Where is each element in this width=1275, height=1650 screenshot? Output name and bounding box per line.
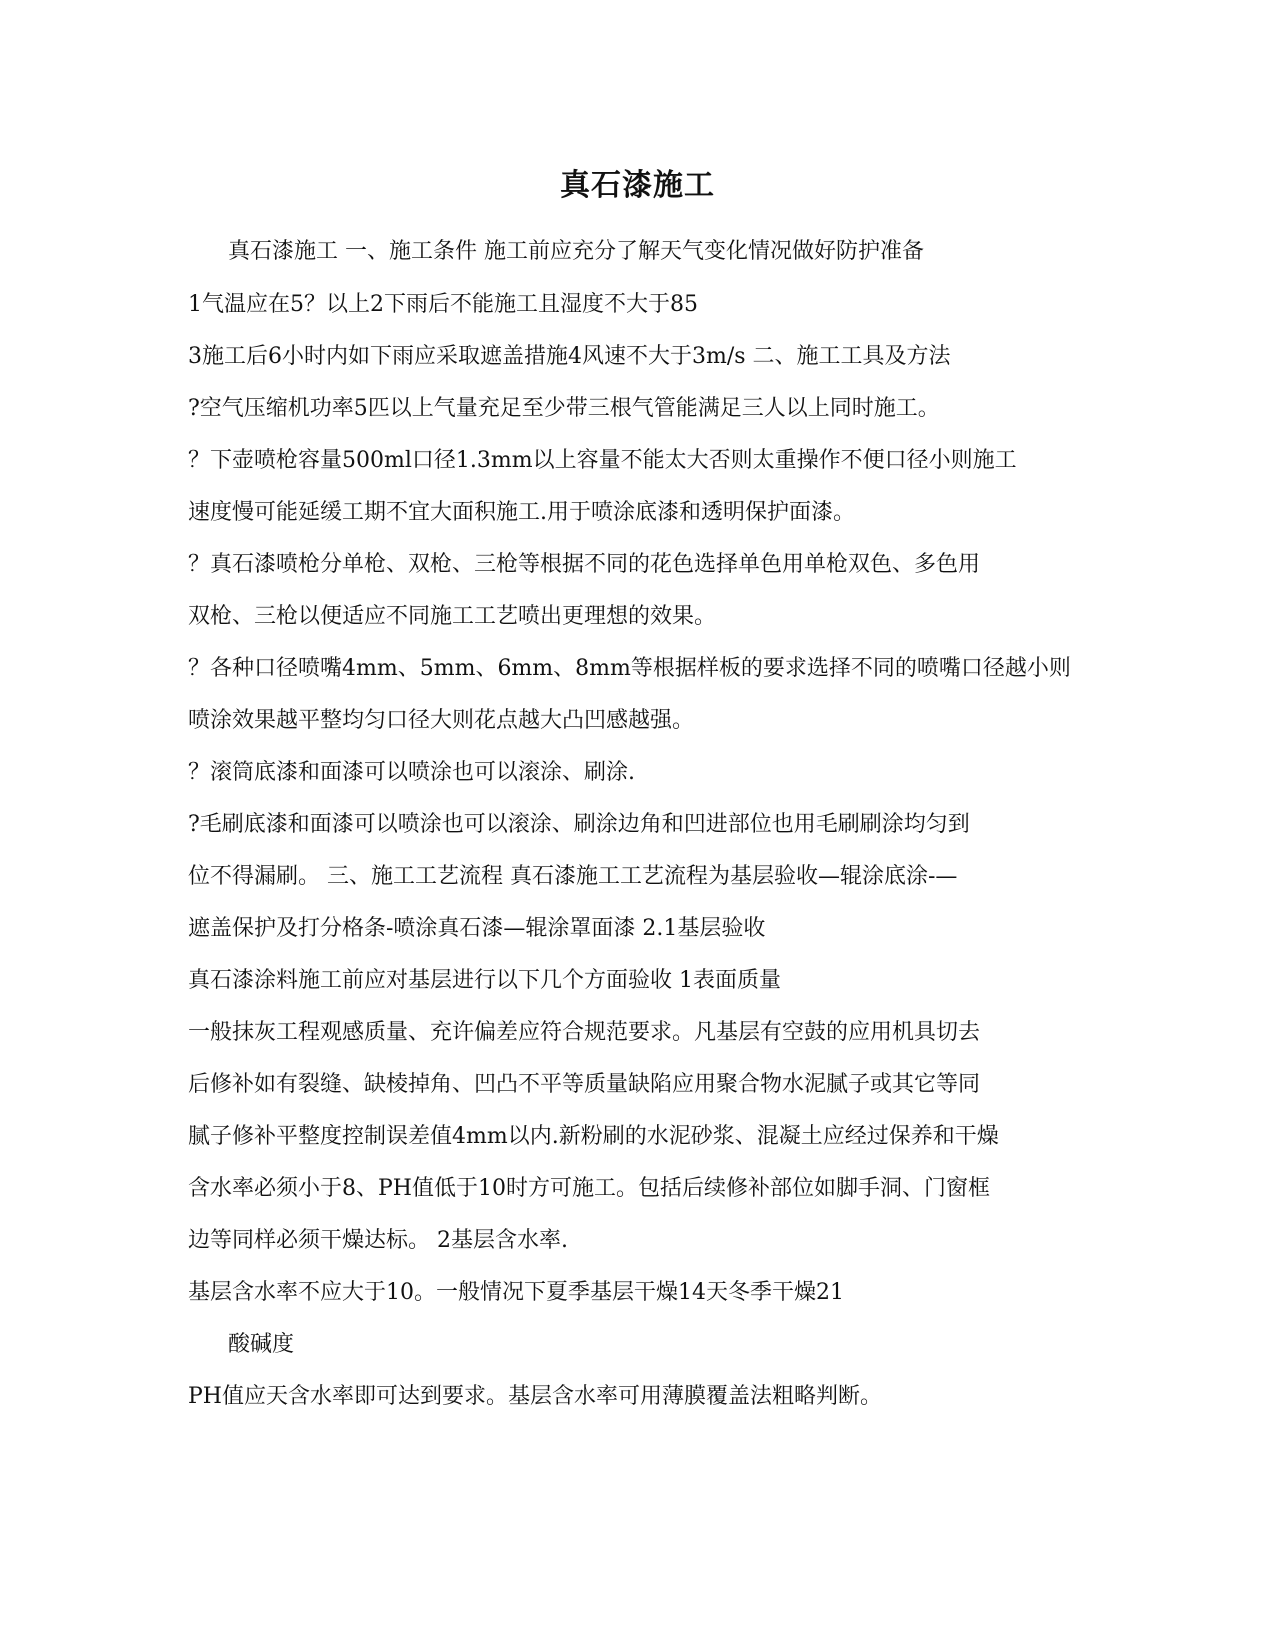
paragraph-line: ？滚筒底漆和面漆可以喷涂也可以滚涂、刷涂. (188, 760, 635, 785)
document-title: 真石漆施工 (560, 168, 715, 203)
paragraph-line: 3施工后6小时内如下雨应采取遮盖措施4风速不大于3m/s 二、施工工具及方法 (188, 344, 951, 369)
paragraph-line: PH值应天含水率即可达到要求。基层含水率可用薄膜覆盖法粗略判断。 (188, 1384, 882, 1409)
paragraph-line: 酸碱度 (228, 1332, 295, 1357)
paragraph-line: 喷涂效果越平整均匀口径大则花点越大凸凹感越强。 (188, 708, 695, 733)
paragraph-line: 基层含水率不应大于10。一般情况下夏季基层干燥14天冬季干燥21 (188, 1280, 844, 1305)
paragraph-line: ?毛刷底漆和面漆可以喷涂也可以滚涂、刷涂边角和凹进部位也用毛刷刷涂均匀到 (188, 812, 970, 837)
paragraph-line: 遮盖保护及打分格条-喷涂真石漆—辊涂罩面漆 2.1基层验收 (188, 916, 766, 941)
paragraph-line: 速度慢可能延缓工期不宜大面积施工.用于喷涂底漆和透明保护面漆。 (188, 500, 855, 525)
paragraph-line: 位不得漏刷。 三、施工工艺流程 真石漆施工工艺流程为基层验收—辊涂底涂-— (188, 864, 958, 889)
paragraph-line: 含水率必须小于8、PH值低于10时方可施工。包括后续修补部位如脚手洞、门窗框 (188, 1176, 990, 1201)
paragraph-line: 后修补如有裂缝、缺棱掉角、凹凸不平等质量缺陷应用聚合物水泥腻子或其它等同 (188, 1072, 981, 1097)
paragraph-line: ？真石漆喷枪分单枪、双枪、三枪等根据不同的花色选择单色用单枪双色、多色用 (188, 552, 981, 577)
paragraph-line: 腻子修补平整度控制误差值4mm以内.新粉刷的水泥砂浆、混凝土应经过保养和干燥 (188, 1124, 999, 1149)
paragraph-line: 边等同样必须干燥达标。 2基层含水率. (188, 1228, 568, 1253)
paragraph-line: 1气温应在5？以上2下雨后不能施工且湿度不大于85 (188, 292, 698, 317)
paragraph-line: ？各种口径喷嘴4mm、5mm、6mm、8mm等根据样板的要求选择不同的喷嘴口径越小则 (188, 656, 1071, 681)
paragraph-line: ？下壶喷枪容量500ml口径1.3mm以上容量不能太大否则太重操作不便口径小则施工 (188, 448, 1017, 473)
paragraph-line: 真石漆涂料施工前应对基层进行以下几个方面验收 1表面质量 (188, 968, 781, 993)
paragraph-line: 真石漆施工 一、施工条件 施工前应充分了解天气变化情况做好防护准备 (228, 239, 924, 264)
paragraph-line: ?空气压缩机功率5匹以上气量充足至少带三根气管能满足三人以上同时施工。 (188, 396, 940, 421)
paragraph-line: 双枪、三枪以便适应不同施工工艺喷出更理想的效果。 (188, 604, 717, 629)
paragraph-line: 一般抹灰工程观感质量、充许偏差应符合规范要求。凡基层有空鼓的应用机具切去 (188, 1020, 981, 1045)
